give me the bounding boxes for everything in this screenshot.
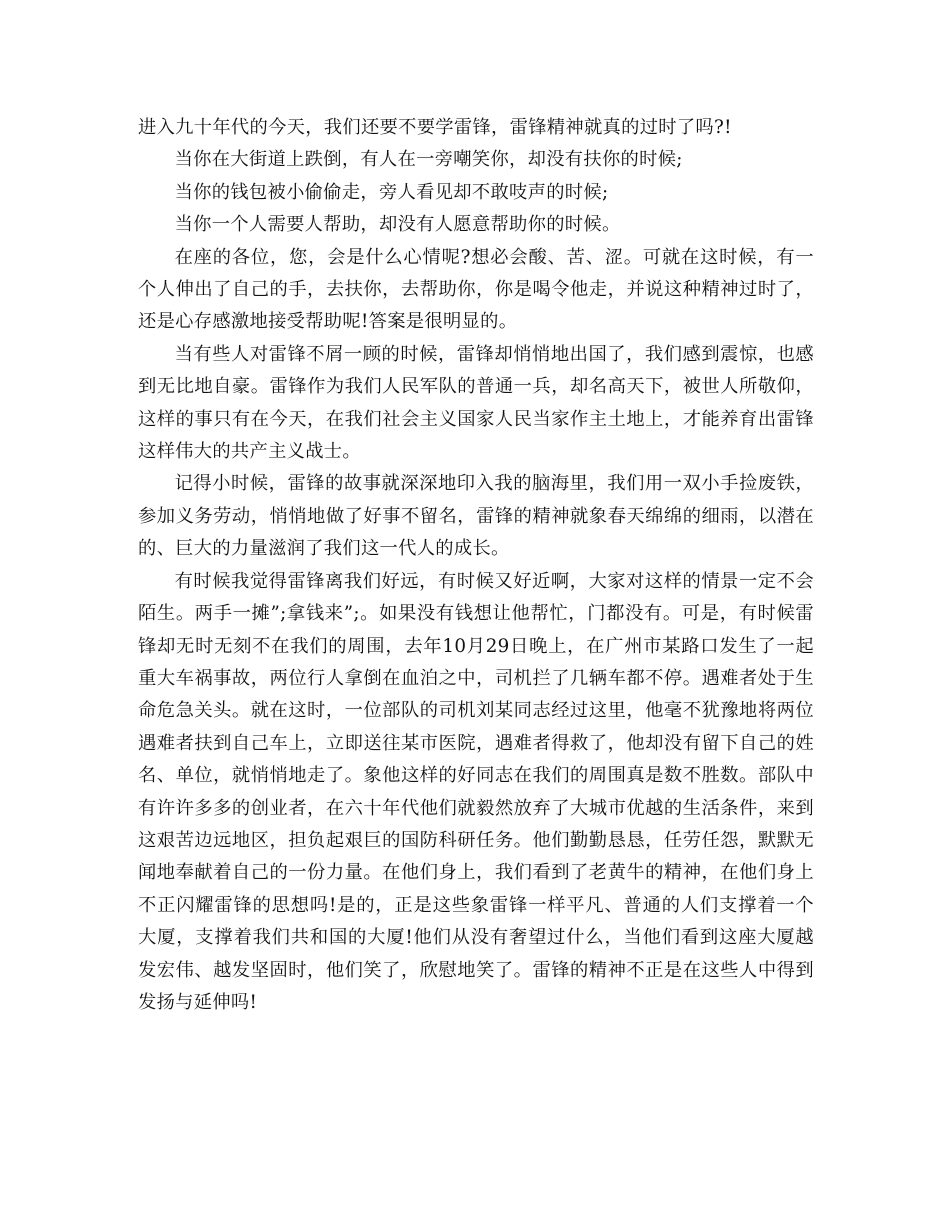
paragraph-fall-scenario: 当你在大街道上跌倒，有人在一旁嘲笑你，却没有扶你的时候; [174,149,683,171]
paragraph-help-scenario: 当你一个人需要人帮助，却没有人愿意帮助你的时候。 [174,214,621,236]
paragraph-childhood: 记得小时候，雷锋的故事就深深地印入我的脑海里，我们用一双小手捡废铁，参加义务劳动，悄悄地做了好事不留名，雷锋的精神就象春天绵绵的细雨，以潜在的、巨大的力量滋润了我们这一代人的成长。 [138,473,814,560]
document-body [138,112,814,1019]
paragraph-feelings: 在座的各位，您，会是什么心情呢?想必会酸、苦、涩。可就在这时候，有一个人伸出了自己的手，去扶你，去帮助你，你是喝令他走，并说这种精神过时了，还是心存感激地接受帮助呢!答案是很明显的。 [138,246,814,333]
paragraph-leifeng-abroad: 当有些人对雷锋不屑一顾的时候，雷锋却悄悄地出国了，我们感到震惊，也感到无比地自豪。雷锋作为我们人民军队的普通一兵，却名高天下，被世人所敬仰，这样的事只有在今天，在我们社会主义国家人民当家作主土地上，才能养育出雷锋这样伟大的共产主义战士。 [138,343,814,463]
paragraph-everyday-heroes: 有时候我觉得雷锋离我们好远，有时候又好近啊，大家对这样的情景一定不会陌生。两手一摊”;拿钱来”;。如果没有钱想让他帮忙，门都没有。可是，有时候雷锋却无时无刻不在我们的周围，去年10月29日晚上，在广州市某路口发生了一起重大车祸事故，两位行人拿倒在血泊之中，司机拦了几辆车都不停。遇难者处于生命危急关头。就在这时，一位部队的司机刘某同志经过这里，他毫不犹豫地将两位遇难者扶到自己车上，立即送往某市医院，遇难者得救了，他却没有留下自己的姓名、单位，就悄悄地走了。象他这样的好同志在我们的周围真是数不胜数。部队中有许许多多的创业者，在六十年代他们就毅然放弃了大城市优越的生活条件，来到这艰苦边远地区，担负起艰巨的国防科研任务。他们勤勤恳恳，任劳任怨，默默无闻地奉献着自己的一份力量。在他们身上，我们看到了老黄牛的精神，在他们身上不正闪耀雷锋的思想吗!是的，正是这些象雷锋一样平凡、普通的人们支撑着一个大厦，支撑着我们共和国的大厦!他们从没有奢望过什么，当他们看到这座大厦越发宏伟、越发坚固时，他们笑了，欣慰地笑了。雷锋的精神不正是在这些人中得到发扬与延伸吗! [138,570,814,1013]
paragraph-wallet-scenario: 当你的钱包被小偷偷走，旁人看见却不敢吱声的时候; [174,181,609,203]
paragraph-intro: 进入九十年代的今天，我们还要不要学雷锋，雷锋精神就真的过时了吗?! [138,117,732,138]
